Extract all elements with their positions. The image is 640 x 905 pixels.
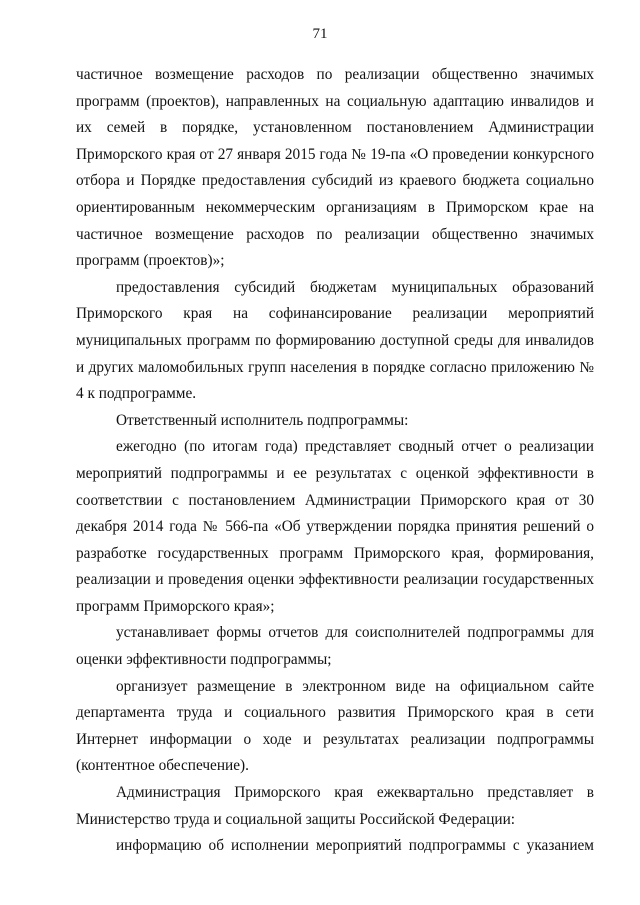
paragraph: информацию об исполнении мероприятий подпрограммы с указанием [116,837,594,855]
paragraph: устанавливает формы отчетов для соисполнителей подпрограммы для оценки эффективности подпрограммы; [76,624,594,669]
paragraph: организует размещение в электронном виде на официальном сайте департамента труда и социального развития Приморского края в сети Интернет информации о ходе и результатах реализации подпрограммы (контентное обеспечение). [76,677,594,775]
page-number: 71 [312,26,328,42]
paragraph: Ответственный исполнитель подпрограммы: [116,411,409,429]
paragraph: частичное возмещение расходов по реализации общественно значимых программ (проектов), направленных на социальную адаптацию инвалидов и их семей в порядке, установленном постановлением Администрации Приморского края от 27 января 2015 года № 19-па «О проведении конкурсного отбора и Порядке предоставления субсидий из краевого бюджета социально ориентированным некоммерческим организациям в Приморском крае на частичное возмещение расходов по реализации общественно значимых программ (проектов)»; [76,66,594,270]
paragraph: ежегодно (по итогам года) представляет сводный отчет о реализации мероприятий подпрограммы и ее результатах с оценкой эффективности в соответствии с постановлением Администрации Приморского края от 30 декабря 2014 года № 566-па «Об утверждении порядка принятия решений о разработке государственных программ Приморского края, формирования, реализации и проведения оценки эффективности реализации государственных программ Приморского края»; [76,438,594,615]
document-body [76,62,594,860]
paragraph: Администрация Приморского края ежеквартально представляет в Министерство труда и социальной защиты Российской Федерации: [76,784,594,828]
paragraph: предоставления субсидий бюджетам муниципальных образований Приморского края на софинансирование реализации мероприятий муниципальных программ по формированию доступной среды для инвалидов и других маломобильных групп населения в порядке согласно приложению № 4 к подпрограмме. [76,278,594,403]
